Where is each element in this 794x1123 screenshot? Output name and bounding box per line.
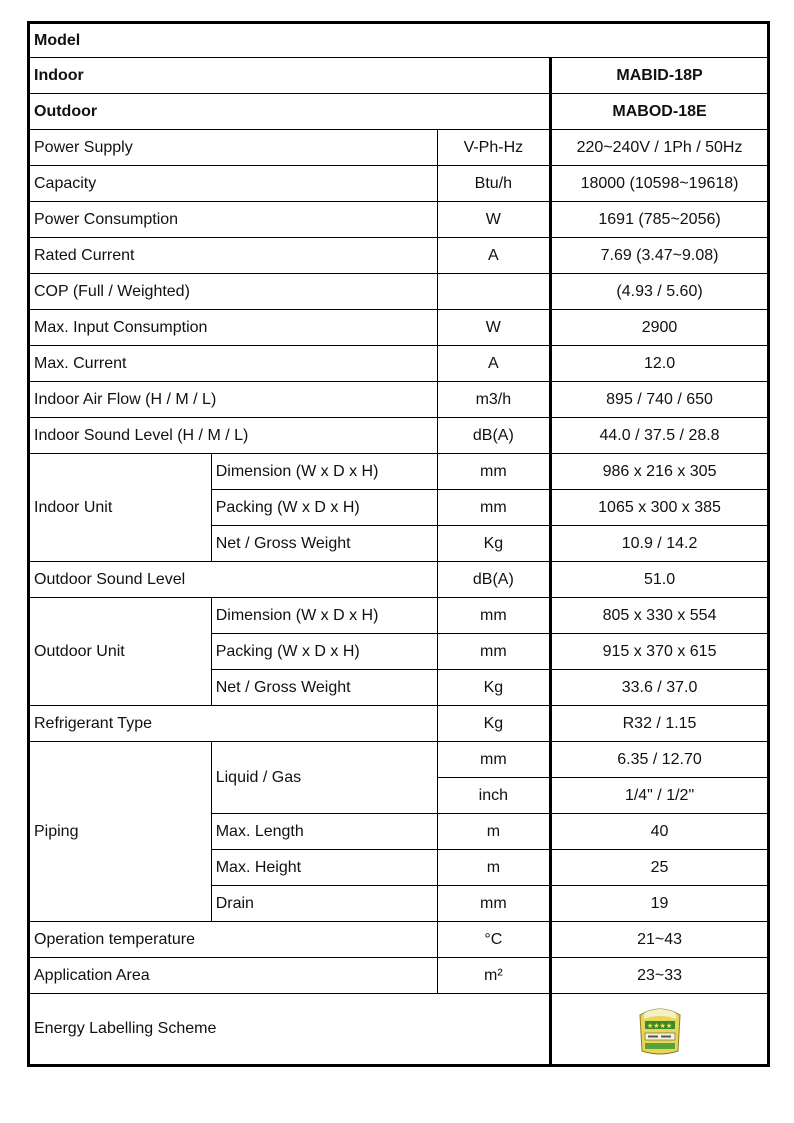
row-cop (29, 274, 769, 310)
power-consumption-label: Power Consumption (29, 202, 438, 238)
piping-liquid-gas-label: Liquid / Gas (211, 742, 437, 814)
row-max-current (29, 346, 769, 382)
max-current-unit: A (437, 346, 550, 382)
max-input-label: Max. Input Consumption (29, 310, 438, 346)
outdoor-sound-value: 51.0 (551, 562, 769, 598)
row-piping-liquid-gas-mm (29, 742, 769, 778)
operation-temp-value: 21~43 (551, 922, 769, 958)
outdoor-unit-packing-label: Packing (W x D x H) (211, 634, 437, 670)
row-outdoor-unit-dimension (29, 598, 769, 634)
capacity-label: Capacity (29, 166, 438, 202)
max-input-unit: W (437, 310, 550, 346)
piping-max-height-value: 25 (551, 850, 769, 886)
indoor-unit-packing-value: 1065 x 300 x 385 (551, 490, 769, 526)
refrigerant-unit: Kg (437, 706, 550, 742)
rated-current-value: 7.69 (3.47~9.08) (551, 238, 769, 274)
row-operation-temp (29, 922, 769, 958)
row-power-supply (29, 130, 769, 166)
svg-text:★★★★: ★★★★ (646, 1022, 672, 1030)
piping-max-length-value: 40 (551, 814, 769, 850)
row-power-consumption (29, 202, 769, 238)
row-outdoor-sound (29, 562, 769, 598)
piping-drain-label: Drain (211, 886, 437, 922)
outdoor-model-value: MABOD-18E (551, 94, 769, 130)
outdoor-label: Outdoor (29, 94, 551, 130)
outdoor-unit-dimension-unit: mm (437, 598, 550, 634)
piping-drain-value: 19 (551, 886, 769, 922)
application-area-value: 23~33 (551, 958, 769, 994)
row-refrigerant (29, 706, 769, 742)
row-max-input (29, 310, 769, 346)
indoor-model-value: MABID-18P (551, 58, 769, 94)
operation-temp-unit: °C (437, 922, 550, 958)
row-outdoor (29, 94, 769, 130)
refrigerant-label: Refrigerant Type (29, 706, 438, 742)
refrigerant-value: R32 / 1.15 (551, 706, 769, 742)
row-capacity (29, 166, 769, 202)
indoor-unit-dimension-label: Dimension (W x D x H) (211, 454, 437, 490)
piping-max-length-unit: m (437, 814, 550, 850)
piping-liquid-gas-unit-mm: mm (437, 742, 550, 778)
indoor-unit-weight-unit: Kg (437, 526, 550, 562)
indoor-air-flow-unit: m3/h (437, 382, 550, 418)
power-supply-label: Power Supply (29, 130, 438, 166)
energy-label-badge-icon (636, 1001, 684, 1057)
indoor-unit-packing-label: Packing (W x D x H) (211, 490, 437, 526)
row-indoor-unit-dimension (29, 454, 769, 490)
indoor-label: Indoor (29, 58, 551, 94)
capacity-value: 18000 (10598~19618) (551, 166, 769, 202)
row-rated-current (29, 238, 769, 274)
outdoor-unit-dimension-label: Dimension (W x D x H) (211, 598, 437, 634)
piping-label: Piping (29, 742, 212, 922)
indoor-unit-weight-label: Net / Gross Weight (211, 526, 437, 562)
outdoor-unit-label: Outdoor Unit (29, 598, 212, 706)
indoor-air-flow-label: Indoor Air Flow (H / M / L) (29, 382, 438, 418)
outdoor-sound-unit: dB(A) (437, 562, 550, 598)
row-model (29, 23, 769, 58)
rated-current-unit: A (437, 238, 550, 274)
indoor-unit-label: Indoor Unit (29, 454, 212, 562)
cop-unit (437, 274, 550, 310)
piping-liquid-gas-value-inch: 1/4" / 1/2" (551, 778, 769, 814)
indoor-unit-dimension-value: 986 x 216 x 305 (551, 454, 769, 490)
energy-label-label: Energy Labelling Scheme (29, 994, 551, 1066)
indoor-unit-packing-unit: mm (437, 490, 550, 526)
max-current-label: Max. Current (29, 346, 438, 382)
piping-drain-unit: mm (437, 886, 550, 922)
row-energy-label (29, 994, 769, 1066)
row-indoor-sound (29, 418, 769, 454)
outdoor-unit-weight-label: Net / Gross Weight (211, 670, 437, 706)
power-supply-unit: V-Ph-Hz (437, 130, 550, 166)
power-consumption-unit: W (437, 202, 550, 238)
piping-liquid-gas-unit-inch: inch (437, 778, 550, 814)
piping-max-height-unit: m (437, 850, 550, 886)
cop-label: COP (Full / Weighted) (29, 274, 438, 310)
indoor-unit-weight-value: 10.9 / 14.2 (551, 526, 769, 562)
energy-label-cell (551, 994, 769, 1066)
outdoor-unit-packing-unit: mm (437, 634, 550, 670)
row-application-area (29, 958, 769, 994)
indoor-air-flow-value: 895 / 740 / 650 (551, 382, 769, 418)
capacity-unit: Btu/h (437, 166, 550, 202)
outdoor-unit-weight-value: 33.6 / 37.0 (551, 670, 769, 706)
row-indoor-air-flow (29, 382, 769, 418)
power-consumption-value: 1691 (785~2056) (551, 202, 769, 238)
indoor-sound-value: 44.0 / 37.5 / 28.8 (551, 418, 769, 454)
row-indoor (29, 58, 769, 94)
indoor-unit-dimension-unit: mm (437, 454, 550, 490)
outdoor-sound-label: Outdoor Sound Level (29, 562, 438, 598)
max-input-value: 2900 (551, 310, 769, 346)
outdoor-unit-weight-unit: Kg (437, 670, 550, 706)
max-current-value: 12.0 (551, 346, 769, 382)
rated-current-label: Rated Current (29, 238, 438, 274)
outdoor-unit-dimension-value: 805 x 330 x 554 (551, 598, 769, 634)
application-area-unit: m² (437, 958, 550, 994)
piping-max-height-label: Max. Height (211, 850, 437, 886)
model-label: Model (29, 23, 769, 58)
outdoor-unit-packing-value: 915 x 370 x 615 (551, 634, 769, 670)
spec-table (27, 21, 770, 1067)
indoor-sound-unit: dB(A) (437, 418, 550, 454)
power-supply-value: 220~240V / 1Ph / 50Hz (551, 130, 769, 166)
indoor-sound-label: Indoor Sound Level (H / M / L) (29, 418, 438, 454)
piping-liquid-gas-value-mm: 6.35 / 12.70 (551, 742, 769, 778)
operation-temp-label: Operation temperature (29, 922, 438, 958)
cop-value: (4.93 / 5.60) (551, 274, 769, 310)
application-area-label: Application Area (29, 958, 438, 994)
piping-max-length-label: Max. Length (211, 814, 437, 850)
